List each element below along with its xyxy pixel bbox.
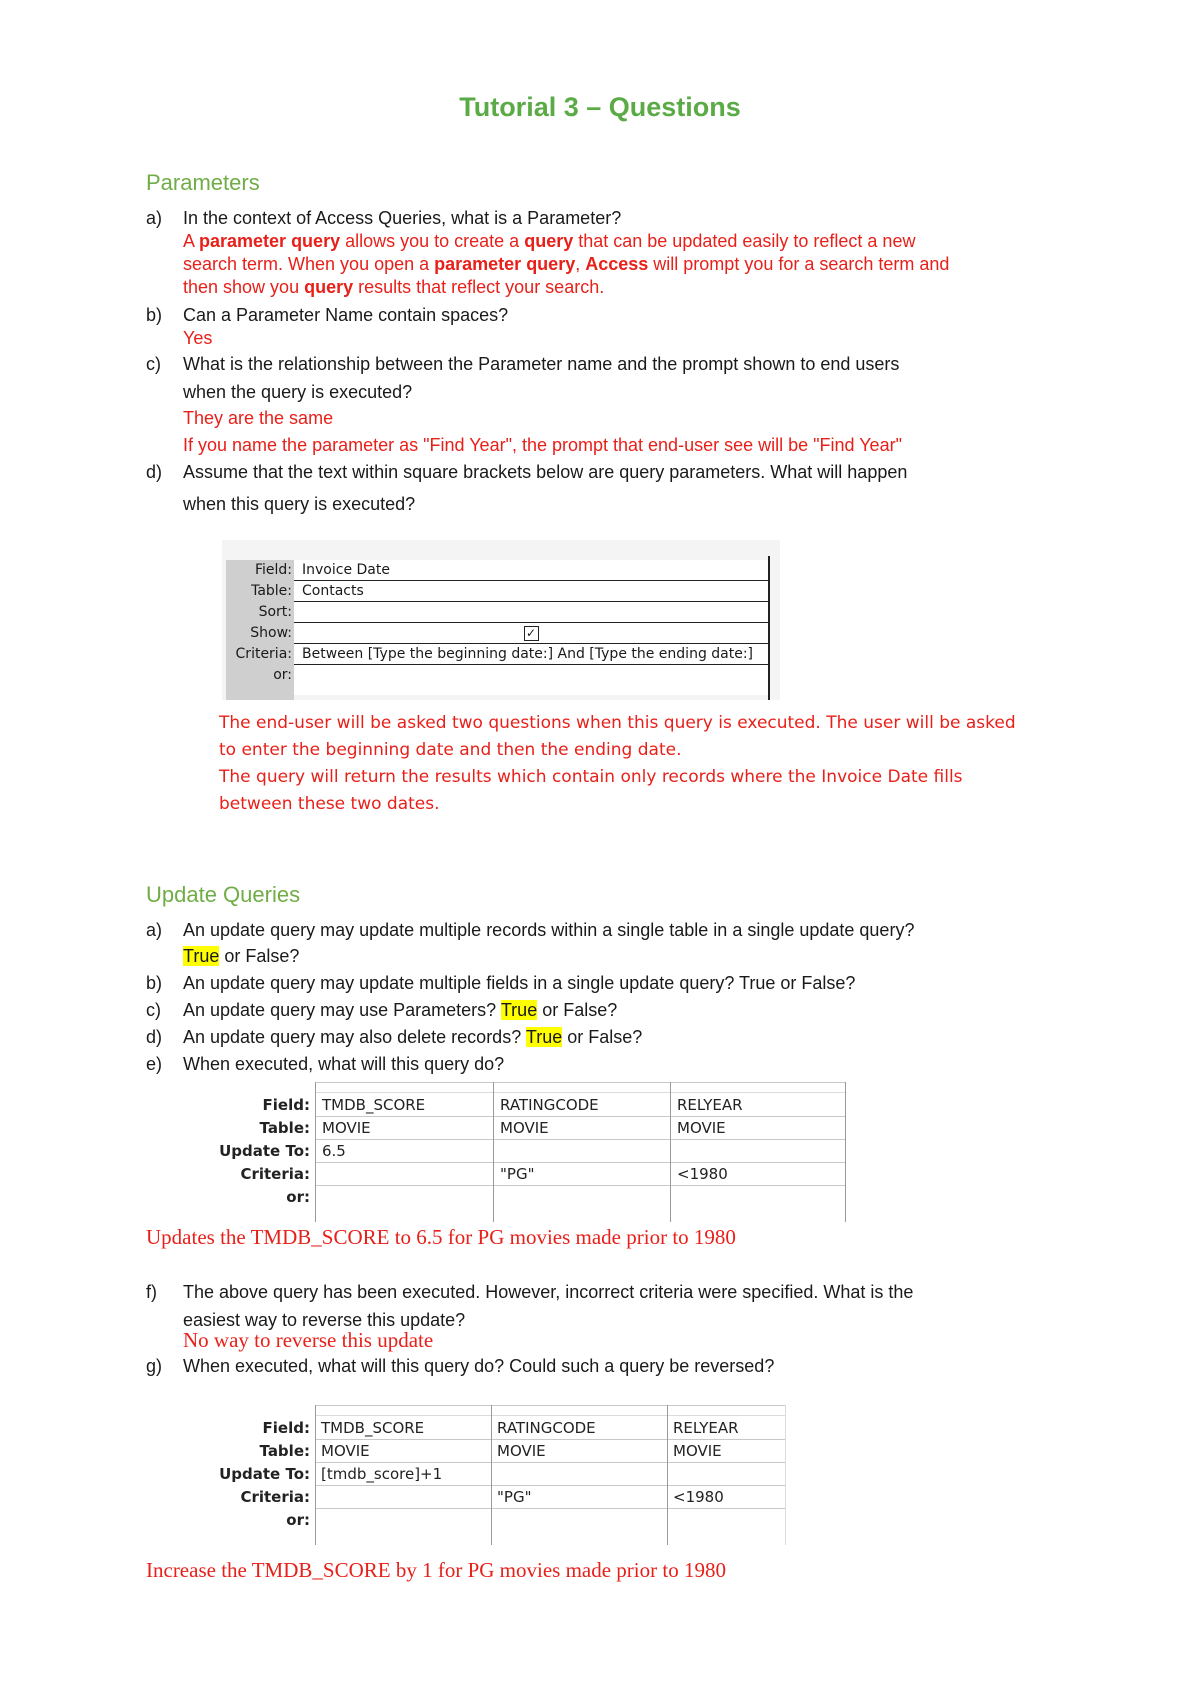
grid-label: or: <box>286 1511 310 1529</box>
grid-row-sort[interactable] <box>294 602 768 623</box>
answer-fragment: , <box>575 254 586 274</box>
item-marker: a) <box>146 920 163 940</box>
answer-fragment: will prompt you for a search term and <box>648 254 950 274</box>
item-marker: b) <box>146 973 163 993</box>
grid-cell-value[interactable]: <1980 <box>673 1488 724 1506</box>
answer-keyword: query <box>304 277 354 297</box>
grid-cell-value: Between [Type the beginning date:] And [Type the ending date:] <box>302 646 754 662</box>
question-text: When executed, what will this query do? Could such a query be reversed? <box>183 1356 775 1376</box>
question-text: What is the relationship between the Parameter name and the prompt shown to end users <box>183 354 900 374</box>
answer-fragment: then show you <box>183 277 305 297</box>
question-fragment: An update query may use Parameters? <box>183 1000 501 1020</box>
grid-cell-value: Contacts <box>302 583 364 599</box>
grid-cell-value[interactable]: <1980 <box>677 1165 728 1183</box>
question-text: An update query may update multiple fields in a single update query? True or False? <box>183 973 856 993</box>
answer-fragment: or False? <box>537 1000 618 1020</box>
grid-label: or: <box>273 667 292 683</box>
answer-fragment: or False? <box>219 946 300 966</box>
answer-text: If you name the parameter as "Find Year", the prompt that end-user see will be "Find Year" <box>183 435 902 455</box>
grid-cell-value[interactable]: RATINGCODE <box>500 1096 599 1114</box>
grid-label: Table: <box>259 1442 310 1460</box>
grid-row-criteria[interactable] <box>294 644 768 665</box>
grid-row-table[interactable] <box>294 581 768 602</box>
item-marker: b) <box>146 305 163 325</box>
grid-label: Update To: <box>219 1142 310 1160</box>
question-text: Assume that the text within square brackets below are query parameters. What will happen <box>183 462 908 482</box>
item-marker: d) <box>146 462 163 482</box>
grid-label: Sort: <box>258 604 292 620</box>
highlighted-answer: True <box>500 1000 538 1020</box>
answer-fragment: A <box>183 231 200 251</box>
highlighted-answer: True <box>183 946 220 966</box>
grid-label-column <box>226 560 294 700</box>
question-text <box>183 1025 642 1049</box>
grid-label: Criteria: <box>240 1165 310 1183</box>
highlighted-answer: True <box>525 1027 563 1047</box>
item-marker: g) <box>146 1356 163 1376</box>
section-heading-parameters: Parameters <box>146 170 260 195</box>
answer-text <box>183 252 949 276</box>
question-text: In the context of Access Queries, what is a Parameter? <box>183 208 622 228</box>
answer-fragment: results that reflect your search. <box>353 277 605 297</box>
grid-cell-value[interactable]: RATINGCODE <box>497 1419 596 1437</box>
checkbox-checked-icon[interactable]: ✓ <box>524 626 539 641</box>
question-fragment: An update query may also delete records? <box>183 1027 526 1047</box>
query-design-grid-update-expression <box>200 1405 790 1545</box>
grid-row-or[interactable] <box>294 665 768 695</box>
grid-label: Update To: <box>219 1465 310 1483</box>
answer-text: Yes <box>183 328 213 348</box>
answer-text: to enter the beginning date and then the ending date. <box>219 740 682 760</box>
item-marker: f) <box>146 1282 157 1302</box>
answer-text <box>183 229 915 253</box>
grid-cell-value: Invoice Date <box>302 562 390 578</box>
grid-cell-value[interactable]: MOVIE <box>673 1442 722 1460</box>
grid-cell-value[interactable]: MOVIE <box>497 1442 546 1460</box>
grid-cell-value[interactable]: "PG" <box>497 1488 532 1506</box>
grid-cell-value[interactable]: RELYEAR <box>677 1096 743 1114</box>
query-design-grid-parameters <box>222 540 780 700</box>
question-text <box>183 998 617 1022</box>
answer-fragment: allows you to create a <box>340 231 525 251</box>
grid-cell-value[interactable]: MOVIE <box>321 1442 370 1460</box>
grid-cell-value[interactable]: "PG" <box>500 1165 535 1183</box>
grid-label: Table: <box>251 583 292 599</box>
grid-cell-value[interactable]: TMDB_SCORE <box>321 1419 425 1437</box>
grid-row-show[interactable] <box>294 623 768 644</box>
answer-text: between these two dates. <box>219 794 440 814</box>
grid-cell-value[interactable]: MOVIE <box>322 1119 371 1137</box>
answer-text: The query will return the results which contain only records where the Invoice Date fills <box>219 767 963 787</box>
grid-label: or: <box>286 1188 310 1206</box>
grid-label: Field: <box>262 1419 310 1437</box>
answer-text: They are the same <box>183 408 334 428</box>
grid-cell-value[interactable]: MOVIE <box>677 1119 726 1137</box>
question-text: The above query has been executed. However, incorrect criteria were specified. What is the <box>183 1282 914 1302</box>
grid-cell-value[interactable]: [tmdb_score]+1 <box>321 1465 443 1483</box>
grid-label: Show: <box>250 625 292 641</box>
item-marker: d) <box>146 1027 163 1047</box>
item-marker: a) <box>146 208 163 228</box>
answer-keyword: query <box>524 231 574 251</box>
question-text: when this query is executed? <box>183 494 416 514</box>
question-text: when the query is executed? <box>183 382 413 402</box>
answer-keyword: parameter query <box>434 254 576 274</box>
answer-text: The end-user will be asked two questions when this query is executed. The user will be asked <box>219 713 1016 733</box>
answer-fragment: that can be updated easily to reflect a new <box>573 231 916 251</box>
answer-fragment: search term. When you open a <box>183 254 435 274</box>
grid-label: Criteria: <box>240 1488 310 1506</box>
grid-cell-value[interactable]: 6.5 <box>322 1142 346 1160</box>
question-text: Can a Parameter Name contain spaces? <box>183 305 509 325</box>
grid-label: Field: <box>254 562 292 578</box>
answer-fragment: or False? <box>562 1027 643 1047</box>
question-text: When executed, what will this query do? <box>183 1054 505 1074</box>
query-design-grid-update <box>200 1082 850 1222</box>
grid-cell-value[interactable]: MOVIE <box>500 1119 549 1137</box>
question-text: An update query may update multiple records within a single table in a single update query? <box>183 920 915 940</box>
page-title: Tutorial 3 – Questions <box>459 92 741 122</box>
answer-keyword: Access <box>585 254 649 274</box>
answer-keyword: parameter query <box>199 231 341 251</box>
answer-text: No way to reverse this update <box>183 1328 434 1352</box>
item-marker: c) <box>146 354 161 374</box>
answer-text: Updates the TMDB_SCORE to 6.5 for PG movies made prior to 1980 <box>146 1225 736 1249</box>
question-text: easiest way to reverse this update? <box>183 1310 466 1330</box>
grid-label: Table: <box>259 1119 310 1137</box>
answer-text <box>183 944 299 968</box>
grid-label: Field: <box>262 1096 310 1114</box>
grid-cell-value[interactable]: RELYEAR <box>673 1419 739 1437</box>
grid-divider <box>768 556 770 700</box>
grid-row-field[interactable] <box>294 560 768 581</box>
section-heading-update-queries: Update Queries <box>146 882 301 907</box>
item-marker: c) <box>146 1000 161 1020</box>
grid-label: Criteria: <box>235 646 292 662</box>
grid-cell-value[interactable]: TMDB_SCORE <box>322 1096 426 1114</box>
answer-text <box>183 275 604 299</box>
answer-text: Increase the TMDB_SCORE by 1 for PG movies made prior to 1980 <box>146 1558 726 1582</box>
item-marker: e) <box>146 1054 163 1074</box>
